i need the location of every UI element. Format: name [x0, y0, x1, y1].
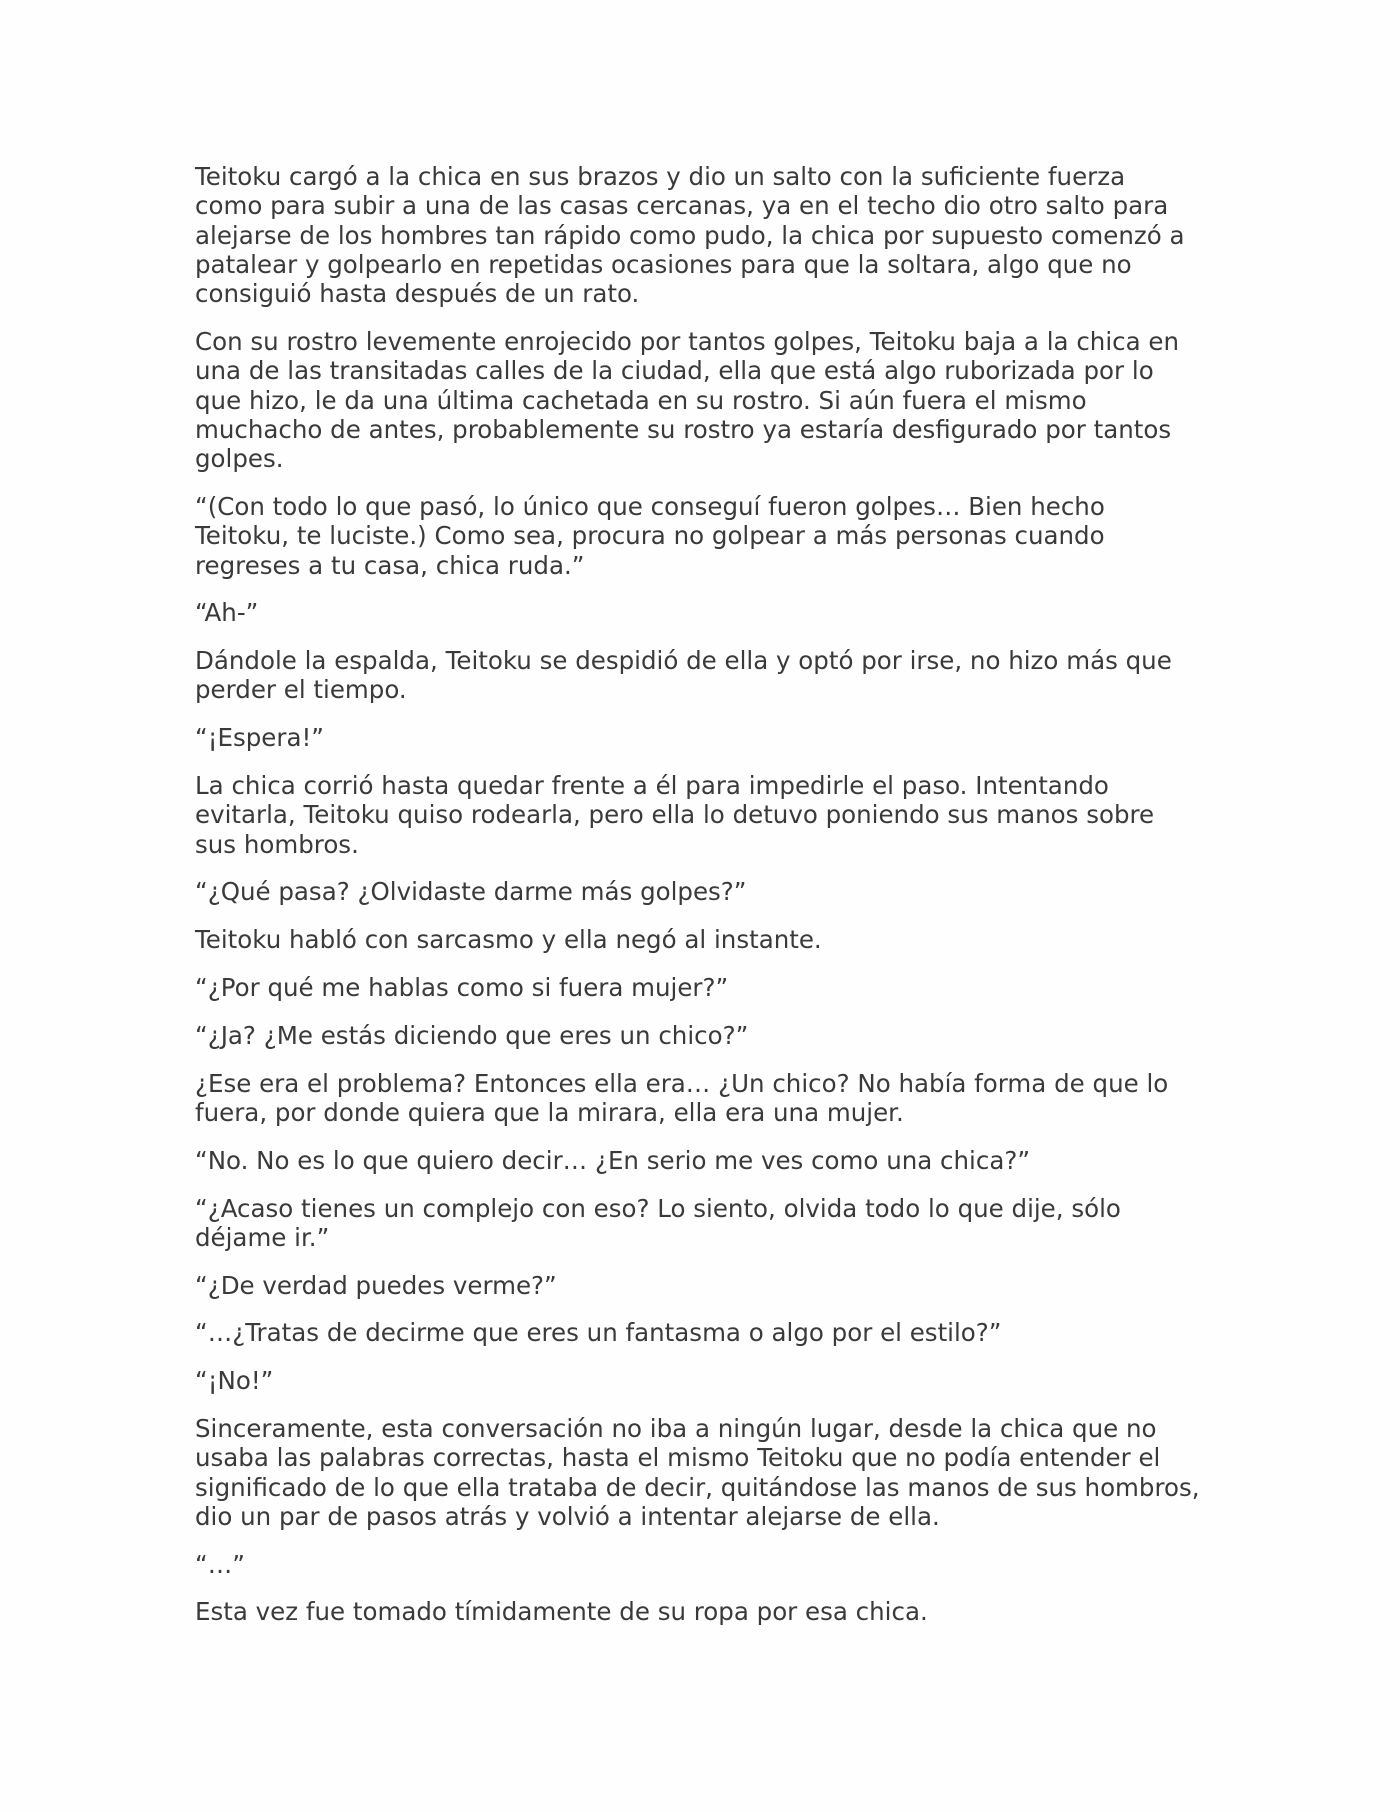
dialogue-line: “¡No!”: [195, 1366, 274, 1396]
paragraph: Dándole la espalda, Teitoku se despidió de ella y optó por irse, no hizo más que perder el tiempo.: [195, 646, 1172, 705]
dialogue-line: “…¿Tratas de decirme que eres un fantasma o algo por el estilo?”: [195, 1318, 1002, 1348]
paragraph: Con su rostro levemente enrojecido por tantos golpes, Teitoku baja a la chica en una de las transitadas calles de la ciudad, ella que está algo ruborizada por lo que hizo, le da una última cachetada en su rostro. Si aún fuera el mismo muchacho de antes, probablemente su rostro ya estaría desfigurado por tantos golpes.: [195, 326, 1179, 474]
dialogue-line: “¿Ja? ¿Me estás diciendo que eres un chico?”: [195, 1020, 749, 1050]
dialogue-line: “¡Espera!”: [195, 723, 324, 753]
dialogue-line: “(Con todo lo que pasó, lo único que conseguí fueron golpes… Bien hecho Teitoku, te luciste.) Como sea, procura no golpear a más personas cuando regreses a tu casa, chica ruda.”: [195, 491, 1105, 580]
document-body: [195, 162, 1200, 1645]
dialogue-line: “¿Qué pasa? ¿Olvidaste darme más golpes?”: [195, 877, 747, 907]
dialogue-line: “Ah-”: [195, 598, 259, 628]
paragraph: La chica corrió hasta quedar frente a él para impedirle el paso. Intentando evitarla, Teitoku quiso rodearla, pero ella lo detuvo poniendo sus manos sobre sus hombros.: [195, 771, 1155, 859]
dialogue-line: “¿De verdad puedes verme?”: [195, 1270, 557, 1300]
dialogue-line: “¿Por qué me hablas como si fuera mujer?”: [195, 973, 729, 1003]
paragraph: ¿Ese era el problema? Entonces ella era… ¿Un chico? No había forma de que lo fuera, por donde quiera que la mirara, ella era una mujer.: [195, 1068, 1169, 1127]
dialogue-line: “No. No es lo que quiero decir… ¿En serio me ves como una chica?”: [195, 1145, 1031, 1175]
dialogue-line: “¿Acaso tienes un complejo con eso? Lo siento, olvida todo lo que dije, sólo déjame ir.”: [195, 1193, 1121, 1252]
paragraph: Sinceramente, esta conversación no iba a ningún lugar, desde la chica que no usaba las palabras correctas, hasta el mismo Teitoku que no podía entender el significado de lo que ella trataba de decir, quitándose las manos de sus hombros, dio un par de pasos atrás y volvió a intentar alejarse de ella.: [195, 1414, 1200, 1531]
paragraph: Esta vez fue tomado tímidamente de su ropa por esa chica.: [195, 1597, 928, 1627]
paragraph: Teitoku cargó a la chica en sus brazos y dio un salto con la suficiente fuerza como para subir a una de las casas cercanas, ya en el techo dio otro salto para alejarse de los hombres tan rápido como pudo, la chica por supuesto comenzó a patalear y golpearlo en repetidas ocasiones para que la soltara, algo que no consiguió hasta después de un rato.: [195, 162, 1185, 309]
dialogue-line: “…”: [195, 1549, 245, 1579]
paragraph: Teitoku habló con sarcasmo y ella negó al instante.: [195, 925, 822, 955]
